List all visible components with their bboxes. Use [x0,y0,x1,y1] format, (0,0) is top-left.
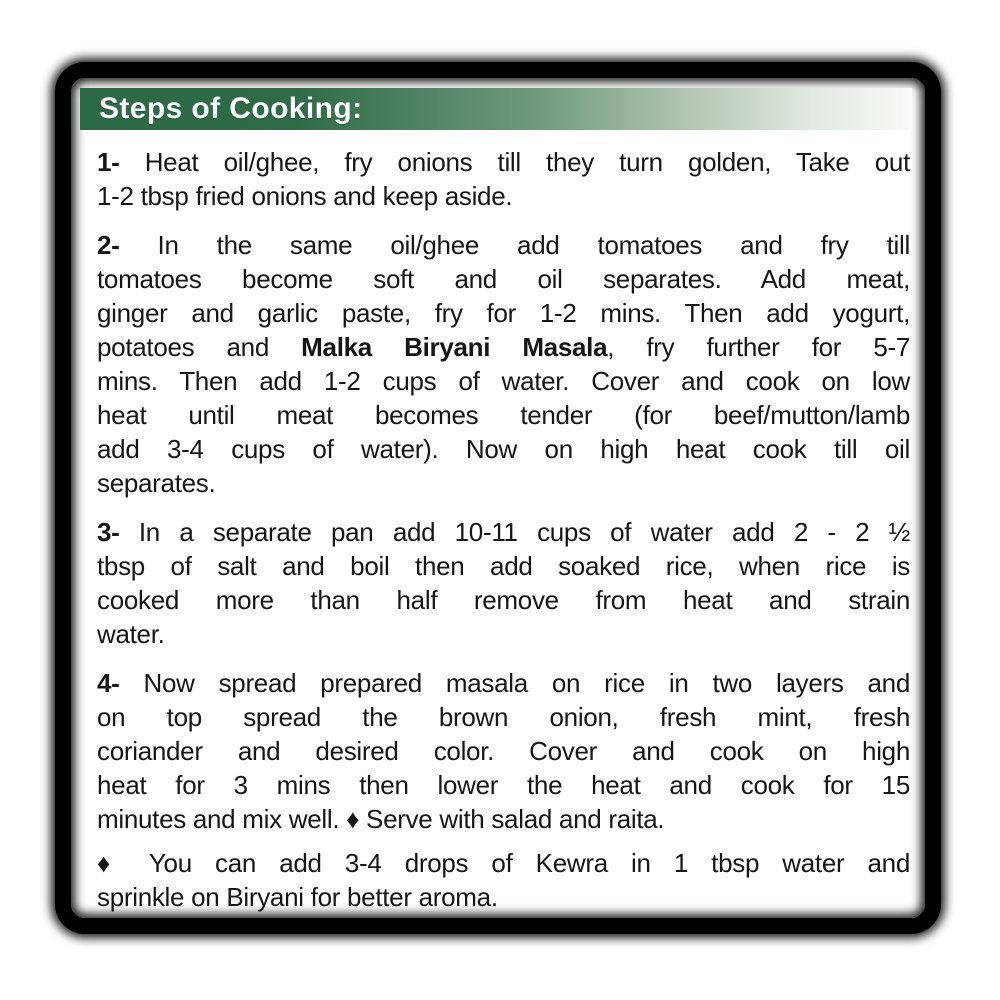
text-line: ♦ You can add 3-4 drops of Kewra in 1 tbsp water and [97,848,910,878]
section-title: Steps of Cooking: [99,92,363,125]
card-inner [71,78,925,918]
note-paragraph [97,846,910,914]
text-line: ginger and garlic paste, fry for 1-2 mins. Then add yogurt, [97,298,910,328]
section-header-bar [80,88,912,130]
text-line: heat until meat becomes tender (for beef/mutton/lamb [97,400,910,430]
step-2-paragraph [97,228,910,500]
cooking-steps-card [55,62,941,934]
text-line: tbsp of salt and boil then add soaked rice, when rice is [97,551,910,581]
text-line: 1-2 tbsp fried onions and keep aside. [97,181,513,211]
text-line: 4- Now spread prepared masala on rice in two layers and [97,668,910,698]
text-line: heat for 3 mins then lower the heat and cook for 15 [97,770,910,800]
text-line: cooked more than half remove from heat and strain [97,585,910,615]
text-line: mins. Then add 1-2 cups of water. Cover and cook on low [97,366,910,396]
text-line: sprinkle on Biryani for better aroma. [97,882,498,912]
text-line: on top spread the brown onion, fresh mint, fresh [97,702,910,732]
step-3-paragraph [97,515,910,651]
text-line: potatoes and Malka Biryani Masala, fry further for 5-7 [97,332,910,362]
text-line: tomatoes become soft and oil separates. Add meat, [97,264,910,294]
text-line: add 3-4 cups of water). Now on high heat cook till oil [97,434,910,464]
text-line: separates. [97,468,216,498]
instructions-body [97,145,910,914]
text-line: minutes and mix well. ♦ Serve with salad and raita. [97,804,665,834]
text-line: coriander and desired color. Cover and cook on high [97,736,910,766]
text-line: 2- In the same oil/ghee add tomatoes and fry till [97,230,910,260]
step-4-paragraph [97,666,910,836]
text-line: 3- In a separate pan add 10-11 cups of water add 2 - 2 ½ [97,517,910,547]
text-line: water. [97,619,165,649]
step-1-paragraph [97,145,910,213]
text-line: 1- Heat oil/ghee, fry onions till they turn golden, Take out [97,147,910,177]
